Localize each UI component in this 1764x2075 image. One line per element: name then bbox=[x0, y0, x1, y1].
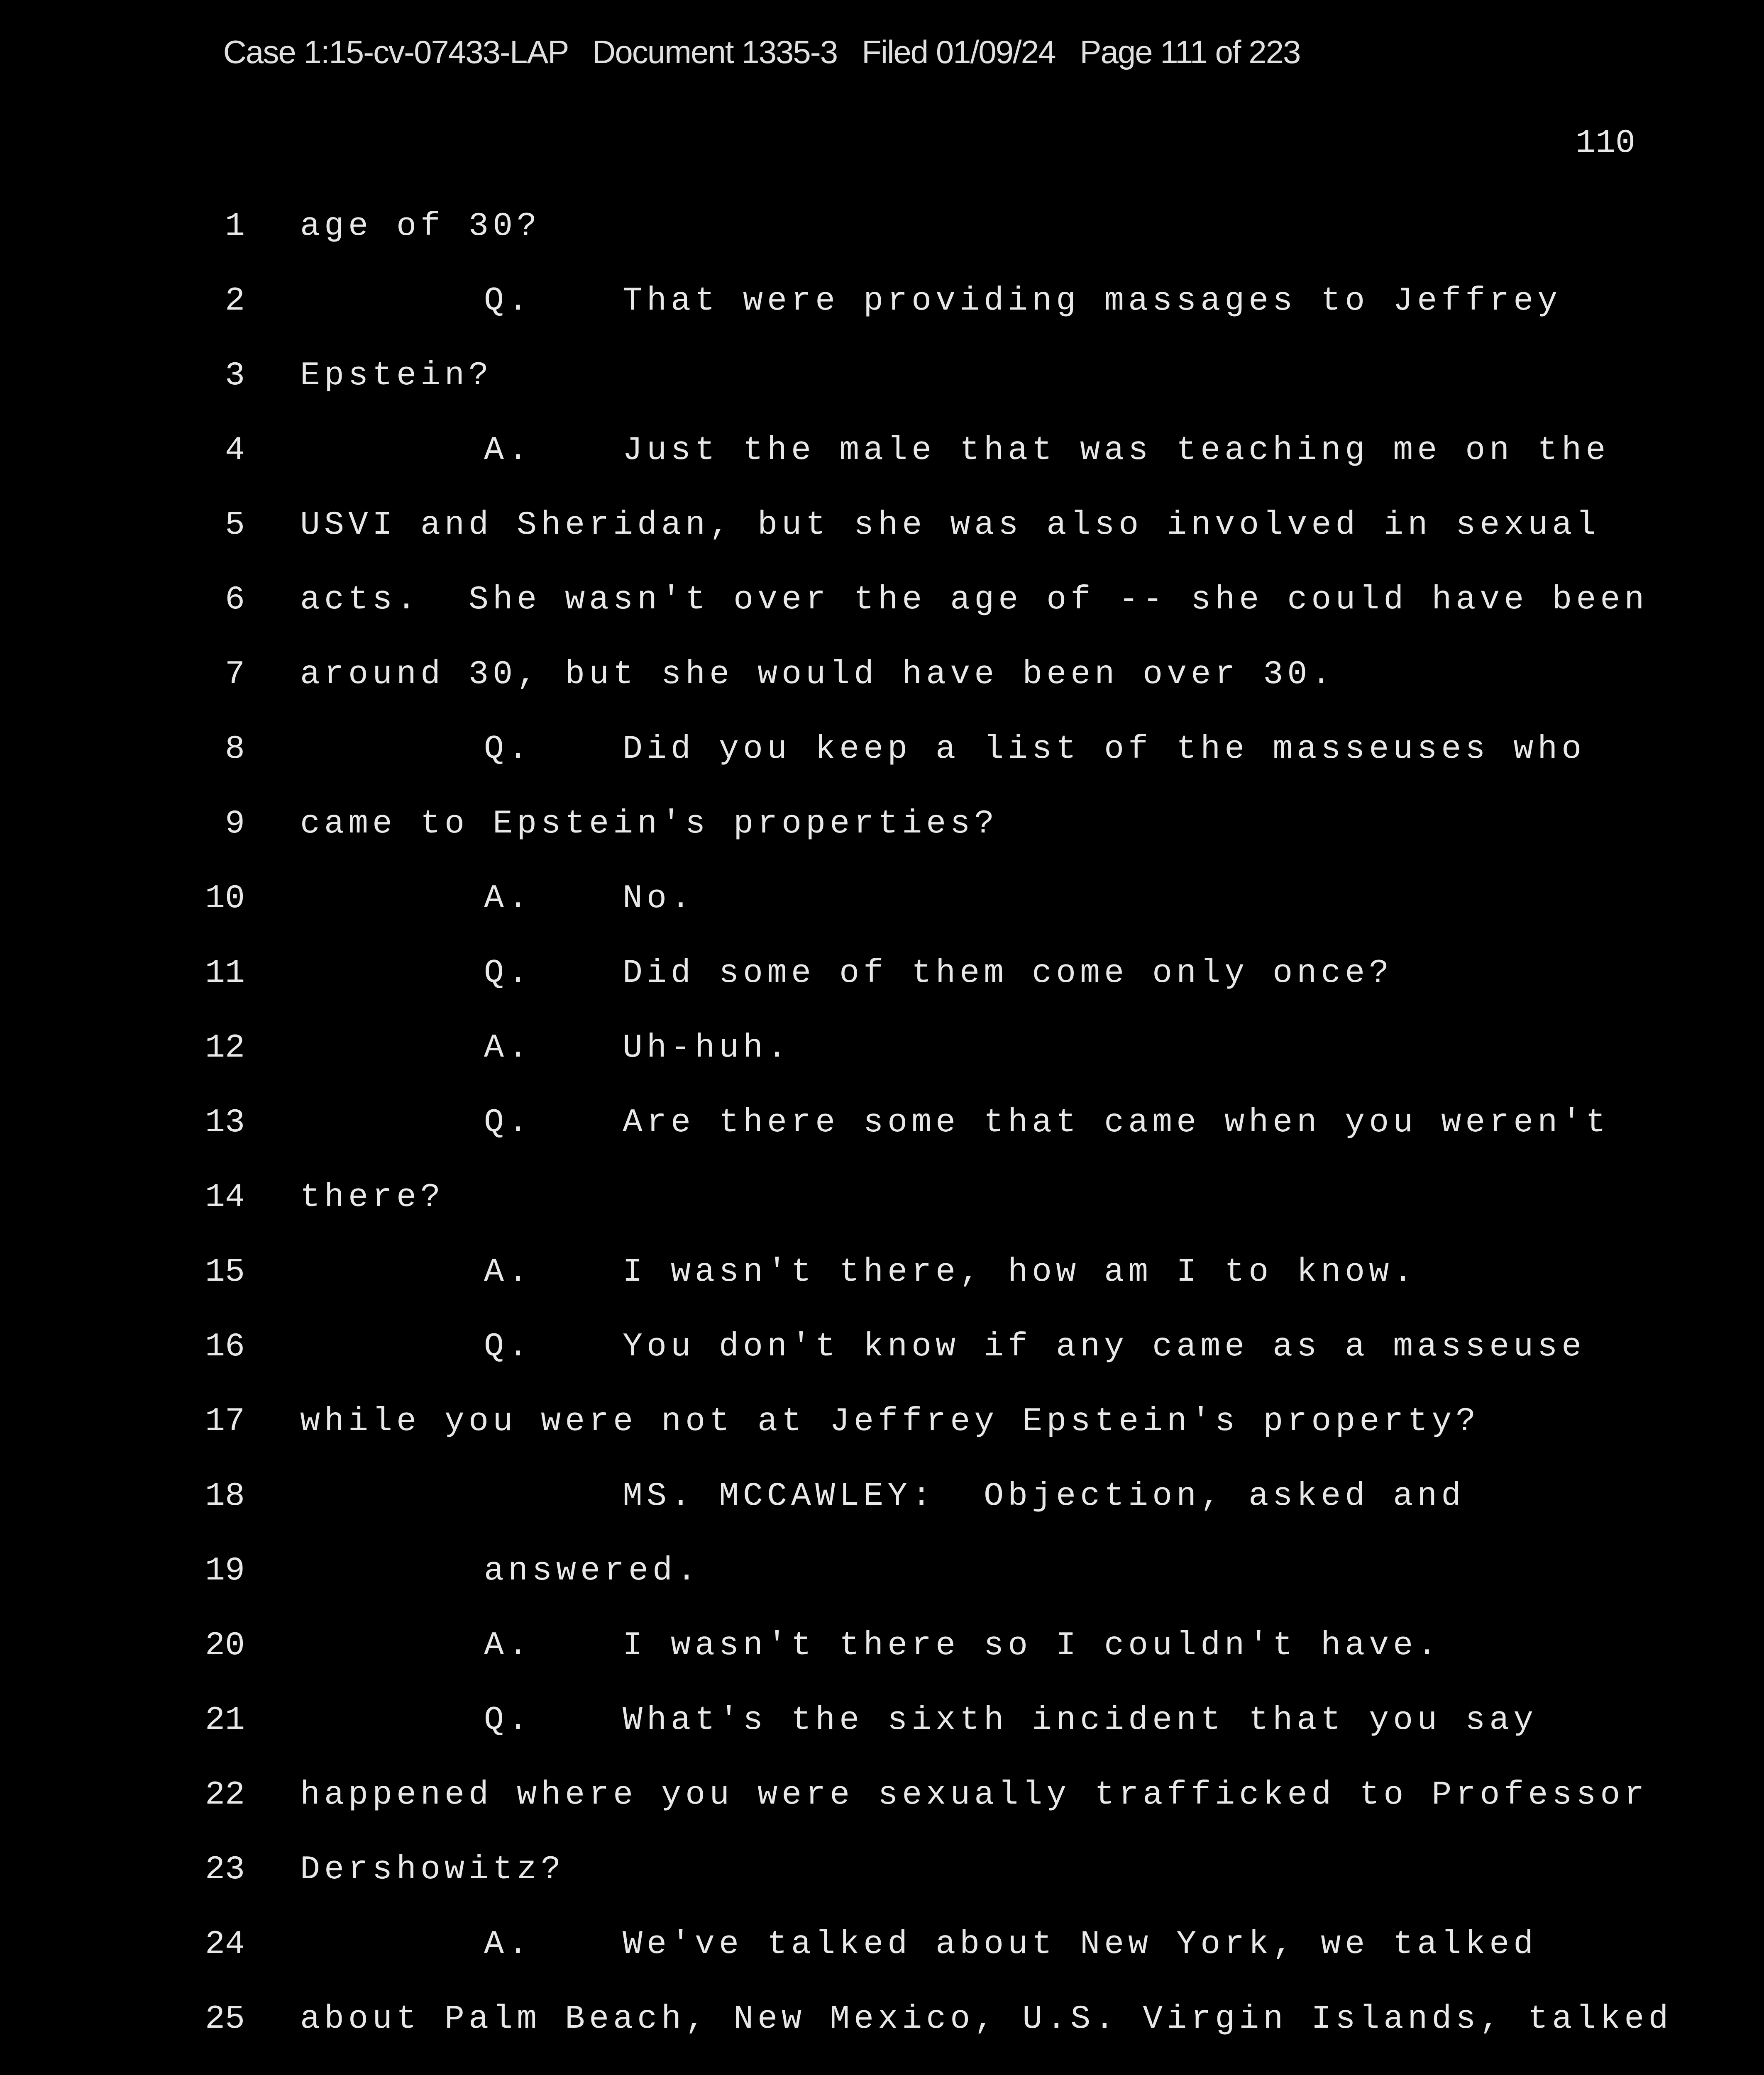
transcript-line bbox=[0, 647, 1764, 722]
page-number: 110 bbox=[1575, 124, 1635, 162]
speaker-marker: Q. bbox=[484, 1702, 533, 1739]
transcript-line bbox=[0, 722, 1764, 797]
speaker-marker: A. bbox=[484, 1253, 533, 1291]
line-text bbox=[484, 1029, 791, 1067]
line-number: 8 bbox=[225, 730, 245, 768]
transcript-line bbox=[0, 1320, 1764, 1394]
line-number: 15 bbox=[205, 1253, 245, 1291]
line-number: 2 bbox=[225, 282, 245, 320]
transcript-line bbox=[0, 1021, 1764, 1096]
line-text bbox=[484, 730, 1586, 768]
transcript-line bbox=[0, 498, 1764, 573]
transcript-line bbox=[0, 199, 1764, 274]
testimony-text: Did you keep a list of the masseuses who bbox=[623, 730, 1586, 768]
speaker-marker: A. bbox=[484, 880, 533, 918]
transcript-line bbox=[0, 1917, 1764, 1992]
transcript-line bbox=[0, 797, 1764, 872]
line-text: there? bbox=[300, 1179, 445, 1216]
transcript-line bbox=[0, 1544, 1764, 1618]
transcript-line bbox=[0, 1992, 1764, 2067]
line-text: around 30, but she would have been over 30. bbox=[300, 656, 1336, 693]
line-text bbox=[484, 432, 1610, 469]
testimony-text: I wasn't there so I couldn't have. bbox=[623, 1627, 1441, 1665]
line-text: answered. bbox=[484, 1552, 701, 1590]
line-text bbox=[484, 1253, 1417, 1291]
line-number: 20 bbox=[205, 1627, 245, 1665]
line-number: 19 bbox=[205, 1552, 245, 1590]
line-text bbox=[484, 282, 1561, 320]
speaker-marker: Q. bbox=[484, 282, 533, 320]
speaker-marker: Q. bbox=[484, 1328, 533, 1366]
testimony-text: No. bbox=[623, 880, 695, 918]
speaker-marker: A. bbox=[484, 1926, 533, 1963]
transcript-line bbox=[0, 1768, 1764, 1843]
line-text: Dershowitz? bbox=[300, 1851, 565, 1889]
line-number: 5 bbox=[225, 506, 245, 544]
line-text: while you were not at Jeffrey Epstein's property? bbox=[300, 1403, 1480, 1440]
line-text bbox=[484, 1328, 1586, 1366]
line-number: 3 bbox=[225, 357, 245, 395]
line-number: 7 bbox=[225, 656, 245, 693]
line-number: 17 bbox=[205, 1403, 245, 1440]
line-number: 10 bbox=[205, 880, 245, 918]
transcript-line bbox=[0, 1170, 1764, 1245]
transcript-line bbox=[0, 872, 1764, 946]
transcript-line bbox=[0, 1618, 1764, 1693]
line-text: came to Epstein's properties? bbox=[300, 805, 999, 843]
line-number: 11 bbox=[205, 954, 245, 992]
line-number: 24 bbox=[205, 1926, 245, 1963]
line-number: 21 bbox=[205, 1702, 245, 1739]
testimony-text: Did some of them come only once? bbox=[623, 954, 1393, 992]
line-number: 1 bbox=[225, 208, 245, 245]
transcript-line bbox=[0, 1394, 1764, 1469]
line-text: MS. MCCAWLEY: Objection, asked and bbox=[623, 1477, 1466, 1515]
line-number: 4 bbox=[225, 432, 245, 469]
transcript-line bbox=[0, 1096, 1764, 1170]
testimony-text: That were providing massages to Jeffrey bbox=[623, 282, 1562, 320]
speaker-marker: Q. bbox=[484, 1104, 533, 1142]
line-number: 12 bbox=[205, 1029, 245, 1067]
line-text bbox=[484, 1926, 1537, 1963]
line-number: 23 bbox=[205, 1851, 245, 1889]
testimony-text: Are there some that came when you weren't bbox=[623, 1104, 1610, 1142]
line-text: about Palm Beach, New Mexico, U.S. Virgin Islands, talked bbox=[300, 2000, 1673, 2038]
testimony-text: I wasn't there, how am I to know. bbox=[623, 1253, 1417, 1291]
line-text: USVI and Sheridan, but she was also involved in sexual bbox=[300, 506, 1600, 544]
line-number: 22 bbox=[205, 1776, 245, 1814]
transcript-line bbox=[0, 1245, 1764, 1320]
speaker-marker: A. bbox=[484, 1627, 533, 1665]
testimony-text: We've talked about New York, we talked bbox=[623, 1926, 1538, 1963]
line-text bbox=[484, 1104, 1610, 1142]
testimony-text: You don't know if any came as a masseuse bbox=[623, 1328, 1586, 1366]
line-number: 18 bbox=[205, 1477, 245, 1515]
line-text: age of 30? bbox=[300, 208, 541, 245]
testimony-text: Just the male that was teaching me on the bbox=[623, 432, 1610, 469]
line-number: 6 bbox=[225, 581, 245, 619]
line-number: 16 bbox=[205, 1328, 245, 1366]
line-text: happened where you were sexually trafficked to Professor bbox=[300, 1776, 1649, 1814]
line-text bbox=[484, 1702, 1537, 1739]
speaker-marker: Q. bbox=[484, 730, 533, 768]
line-number: 9 bbox=[225, 805, 245, 843]
transcript-line bbox=[0, 1843, 1764, 1917]
speaker-marker: Q. bbox=[484, 954, 533, 992]
transcript-line bbox=[0, 573, 1764, 647]
line-text bbox=[484, 880, 695, 918]
testimony-text: What's the sixth incident that you say bbox=[623, 1702, 1538, 1739]
transcript-line bbox=[0, 274, 1764, 349]
line-number: 13 bbox=[205, 1104, 245, 1142]
case-header-stamp: Case 1:15-cv-07433-LAP Document 1335-3 Filed 01/09/24 Page 111 of 223 bbox=[223, 34, 1300, 70]
line-text: Epstein? bbox=[300, 357, 493, 395]
line-number: 14 bbox=[205, 1179, 245, 1216]
speaker-marker: A. bbox=[484, 1029, 533, 1067]
testimony-text: Uh-huh. bbox=[623, 1029, 792, 1067]
line-text bbox=[484, 1627, 1441, 1665]
speaker-marker: A. bbox=[484, 432, 533, 469]
transcript-line bbox=[0, 1693, 1764, 1768]
transcript-line bbox=[0, 946, 1764, 1021]
transcript-line bbox=[0, 1469, 1764, 1544]
line-number: 25 bbox=[205, 2000, 245, 2038]
line-text bbox=[484, 954, 1393, 992]
line-text: acts. She wasn't over the age of -- she could have been bbox=[300, 581, 1649, 619]
transcript-line bbox=[0, 349, 1764, 423]
transcript-line bbox=[0, 423, 1764, 498]
